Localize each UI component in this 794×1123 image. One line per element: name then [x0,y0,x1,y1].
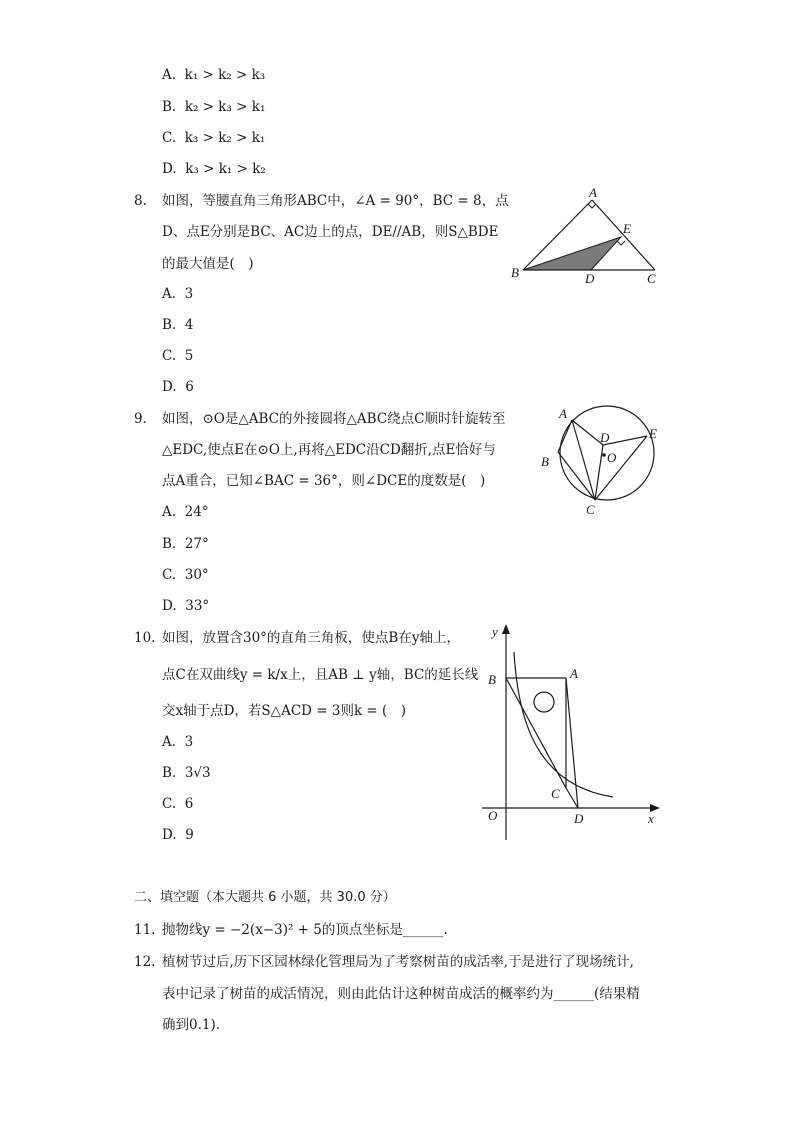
q10-label-d: D [574,811,584,826]
q10-option-a: A. 3 [162,734,194,750]
q9-figure [535,400,670,520]
q8-line-2: D、点E分别是BC、AC边上的点，DE//AB，则S△BDE [162,224,499,240]
q10-option-b: B. 3√3 [162,765,211,781]
q10-label-a: A [570,666,578,681]
q9-label-e: E [649,426,657,441]
q8-line-3: 的最大值是( ) [162,256,254,272]
q8-line-1: 如图，等腰直角三角形ABC中，∠A = 90°，BC = 8，点 [162,193,509,209]
q11-number: 11. [134,922,156,938]
q7-option-c: C. k₃ > k₂ > k₁ [162,130,266,146]
q12-line-1: 植树节过后,历下区园林绿化管理局为了考察树苗的成活率,于是进行了现场统计, [162,954,634,970]
q12-number: 12. [134,954,156,970]
q9-number: 9. [134,411,147,427]
q12-line-3: 确到0.1). [162,1017,221,1033]
q9-label-a: A [559,406,567,421]
q10-label-x: x [648,811,654,826]
q10-option-c: C. 6 [162,796,194,812]
q7-option-a: A. k₁ > k₂ > k₃ [162,67,266,83]
q9-label-b: B [541,454,549,469]
q8-label-b: B [511,265,519,280]
section-2-title: 二、填空题（本大题共 6 小题，共 30.0 分） [134,890,396,905]
q12-line-2: 表中记录了树苗的成活情况，则由此估计这种树苗成活的概率约为______(结果精 [162,986,640,1002]
q8-label-d: D [585,271,595,286]
q10-label-b: B [488,672,496,687]
q10-line-3: 交x轴于点D，若S△ACD = 3则k = ( ) [162,703,407,719]
q8-label-a: A [589,185,597,200]
q8-number: 8. [134,193,147,209]
q10-line-2: 点C在双曲线y = k/x上，且AB ⊥ y轴，BC的延长线 [162,667,479,683]
q8-label-c: C [647,271,656,286]
q10-number: 10. [134,630,156,646]
q9-line-3: 点A重合，已知∠BAC = 36°，则∠DCE的度数是( ) [162,473,486,489]
q11-text: 抛物线y = −2(x−3)² + 5的顶点坐标是______. [162,922,448,938]
q7-option-d: D. k₃ > k₁ > k₂ [162,161,266,177]
q8-figure [505,185,665,290]
q8-option-a: A. 3 [162,286,194,302]
q7-option-b: B. k₂ > k₃ > k₁ [162,99,266,115]
q9-label-c: C [586,502,595,517]
q9-label-d: D [600,430,610,445]
q9-label-o: O [607,450,617,465]
q9-line-1: 如图，⊙O是△ABC的外接圆将△ABC绕点C顺时针旋转至 [162,411,506,427]
q9-option-c: C. 30° [162,567,209,583]
q8-option-b: B. 4 [162,317,194,333]
q8-option-c: C. 5 [162,348,194,364]
q9-option-a: A. 24° [162,504,209,520]
q10-line-1: 如图，放置含30°的直角三角板，使点B在y轴上， [162,630,460,646]
q10-label-o: O [488,808,498,823]
q9-option-d: D. 33° [162,598,210,614]
q8-label-e: E [623,221,631,236]
shaded-triangle-bde [523,237,621,270]
q10-figure [478,620,668,850]
q8-option-d: D. 6 [162,379,194,395]
q9-option-b: B. 27° [162,536,209,552]
q9-line-2: △EDC,使点E在⊙O上,再将△EDC沿CD翻折,点E恰好与 [162,442,496,458]
q10-label-y: y [492,624,498,639]
q10-label-c: C [551,786,560,801]
q10-option-d: D. 9 [162,827,194,843]
